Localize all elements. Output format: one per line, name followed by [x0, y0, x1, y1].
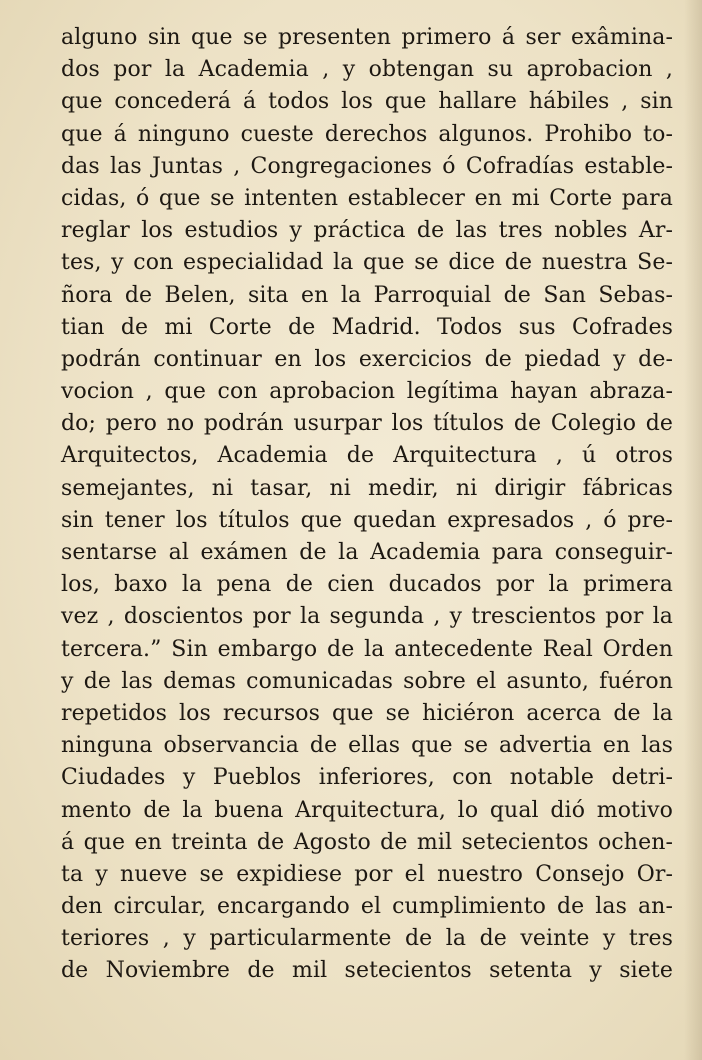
text-line: de Noviembre de mil setecientos setenta y siete [61, 958, 673, 984]
text-line: que á ninguno cueste derechos algunos. Prohibo to- [61, 121, 673, 147]
text-line: que concederá á todos los que hallare hábiles , sin [61, 89, 673, 115]
text-line: ta y nueve se expidiese por el nuestro Consejo Or- [61, 861, 673, 887]
text-line: vocion , que con aprobacion legítima hayan abraza- [61, 379, 673, 405]
text-line: reglar los estudios y práctica de las tres nobles Ar- [61, 218, 673, 244]
text-line: ñora de Belen, sita en la Parroquial de San Sebas- [61, 282, 673, 308]
text-line: tercera.” Sin embargo de la antecedente Real Orden [61, 636, 673, 662]
text-line: semejantes, ni tasar, ni medir, ni dirigir fábricas [61, 475, 673, 501]
text-line: podrán continuar en los exercicios de piedad y de- [61, 346, 673, 372]
text-line: vez , doscientos por la segunda , y trescientos por la [61, 604, 673, 630]
text-line: tian de mi Corte de Madrid. Todos sus Cofrades [61, 314, 673, 340]
text-line: repetidos los recursos que se hiciéron acerca de la [61, 700, 673, 726]
text-line: sentarse al exámen de la Academia para conseguir- [61, 540, 673, 565]
text-line: ninguna observancia de ellas que se advertia en las [61, 733, 673, 759]
text-line: Arquitectos, Academia de Arquitectura , ú otros [61, 443, 673, 469]
text-line: los, baxo la pena de cien ducados por la primera [61, 572, 673, 598]
text-line: cidas, ó que se intenten establecer en mi Corte para [61, 185, 673, 211]
text-line: dos por la Academia , y obtengan su aprobacion , [61, 57, 673, 83]
text-line: teriores , y particularmente de la de veinte y tres [61, 926, 673, 952]
text-line: tes, y con especialidad la que se dice de nuestra Se- [61, 250, 673, 276]
text-line: mento de la buena Arquitectura, lo qual dió motivo [61, 797, 673, 823]
text-line: y de las demas comunicadas sobre el asunto, fuéron [61, 668, 673, 694]
page-body-text [61, 22, 673, 988]
text-line: Ciudades y Pueblos inferiores, con notable detri- [61, 765, 673, 791]
text-line: á que en treinta de Agosto de mil setecientos ochen- [61, 829, 673, 855]
text-line: alguno sin que se presenten primero á ser exâmina- [61, 25, 673, 50]
text-line: sin tener los títulos que quedan expresados , ó pre- [61, 507, 673, 533]
text-line: den circular, encargando el cumplimiento de las an- [61, 894, 673, 920]
text-line: das las Juntas , Congregaciones ó Cofradías estable- [61, 153, 673, 179]
text-line: do; pero no podrán usurpar los títulos de Colegio de [61, 411, 673, 437]
